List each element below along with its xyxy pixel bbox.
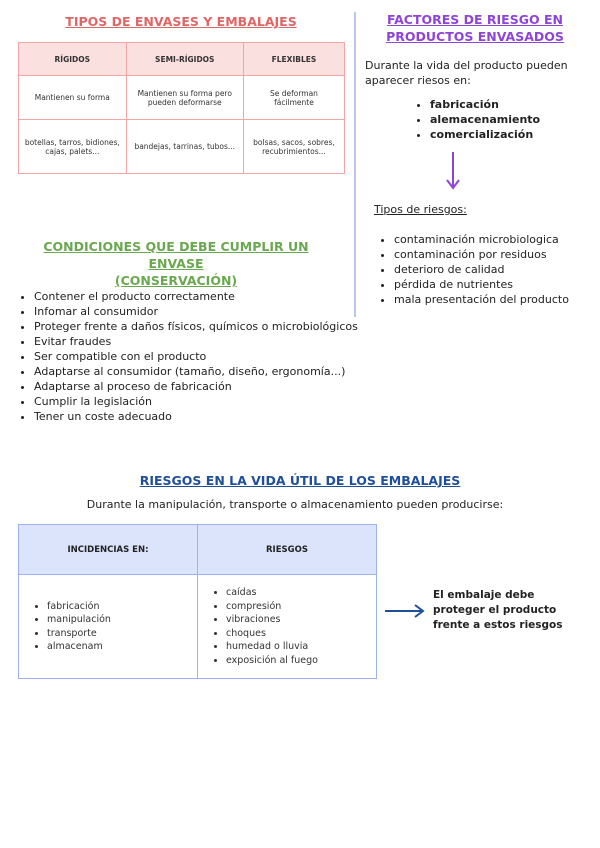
- riesgos-table: [18, 524, 377, 679]
- list-item: • contaminación microbiologica: [394, 232, 569, 247]
- factores-title-line2: PRODUCTOS ENVASADOS: [386, 29, 564, 44]
- list-item: • manipulación: [47, 613, 196, 627]
- list-item: • contaminación por residuos: [394, 247, 569, 262]
- envases-cell: botellas, tarros, bidiones, cajas, palets...: [19, 120, 127, 174]
- riesgos-intro: Durante la manipulación, transporte o almacenamiento pueden producirse:: [86, 498, 504, 511]
- list-item: • comercialización: [430, 127, 540, 142]
- list-item: • Adaptarse al proceso de fabricación: [34, 379, 358, 394]
- condiciones-list: [18, 289, 358, 424]
- incidencias-cell: [19, 575, 198, 679]
- riesgos-note: El embalaje debe proteger el producto frente a estos riesgos: [433, 589, 563, 631]
- list-item: • Infomar al consumidor: [34, 304, 358, 319]
- envases-cell: bolsas, sacos, sobres, recubrimientos...: [243, 120, 344, 174]
- list-item: • Adaptarse al consumidor (tamaño, diseño, ergonomía...): [34, 364, 358, 379]
- tipos-list: [378, 232, 569, 307]
- list-item: • alemacenamiento: [430, 112, 540, 127]
- envases-header: RÍGIDOS: [19, 43, 127, 76]
- riesgos-list: [210, 586, 375, 667]
- list-item: • fabricación: [430, 97, 540, 112]
- condiciones-title-line1: CONDICIONES QUE DEBE CUMPLIR UN ENVASE: [43, 239, 309, 271]
- factores-title-line1: FACTORES DE RIESGO EN: [387, 12, 563, 27]
- arrow-down-icon: [446, 152, 460, 192]
- list-item: • pérdida de nutrientes: [394, 277, 569, 292]
- condiciones-title-line2: (CONSERVACIÓN): [114, 273, 238, 288]
- envases-header: SEMI-RÍGIDOS: [126, 43, 243, 76]
- arrow-right-icon: [385, 604, 425, 618]
- condiciones-title: [18, 238, 334, 289]
- envases-header: FLEXIBLES: [243, 43, 344, 76]
- list-item: • caídas: [226, 586, 375, 600]
- list-item: • Evitar fraudes: [34, 334, 358, 349]
- list-item: • deterioro de calidad: [394, 262, 569, 277]
- envases-cell: bandejas, tarrinas, tubos...: [126, 120, 243, 174]
- list-item: • Tener un coste adecuado: [34, 409, 358, 424]
- factores-title: [362, 11, 588, 45]
- riesgos-header: RIESGOS: [198, 525, 377, 575]
- riesgos-header: INCIDENCIAS EN:: [19, 525, 198, 575]
- factores-intro: Durante la vida del producto pueden aparecer riesos en:: [365, 59, 568, 87]
- list-item: • choques: [226, 627, 375, 641]
- list-item: • humedad o lluvia: [226, 640, 375, 654]
- list-item: • compresión: [226, 600, 375, 614]
- envases-title: TIPOS DE ENVASES Y EMBALAJES: [65, 14, 297, 29]
- list-item: • Ser compatible con el producto: [34, 349, 358, 364]
- envases-cell: Mantienen su forma pero pueden deformarse: [126, 76, 243, 120]
- list-item: • vibraciones: [226, 613, 375, 627]
- list-item: • transporte: [47, 627, 196, 641]
- list-item: • exposición al fuego: [226, 654, 375, 668]
- incidencias-list: [31, 600, 196, 654]
- tipos-label: Tipos de riesgos:: [374, 203, 467, 216]
- list-item: • almacenam: [47, 640, 196, 654]
- list-item: • Contener el producto correctamente: [34, 289, 358, 304]
- list-item: • mala presentación del producto: [394, 292, 569, 307]
- vertical-divider: [354, 12, 356, 317]
- riesgos-title: RIESGOS EN LA VIDA ÚTIL DE LOS EMBALAJES: [139, 473, 461, 488]
- envases-table: [18, 42, 345, 174]
- envases-cell: Se deforman fácilmente: [243, 76, 344, 120]
- list-item: • Cumplir la legislación: [34, 394, 358, 409]
- fases-list: [414, 97, 540, 142]
- envases-cell: Mantienen su forma: [19, 76, 127, 120]
- riesgos-cell: [198, 575, 377, 679]
- list-item: • fabricación: [47, 600, 196, 614]
- list-item: • Proteger frente a daños físicos, químicos o microbiológicos: [34, 319, 358, 334]
